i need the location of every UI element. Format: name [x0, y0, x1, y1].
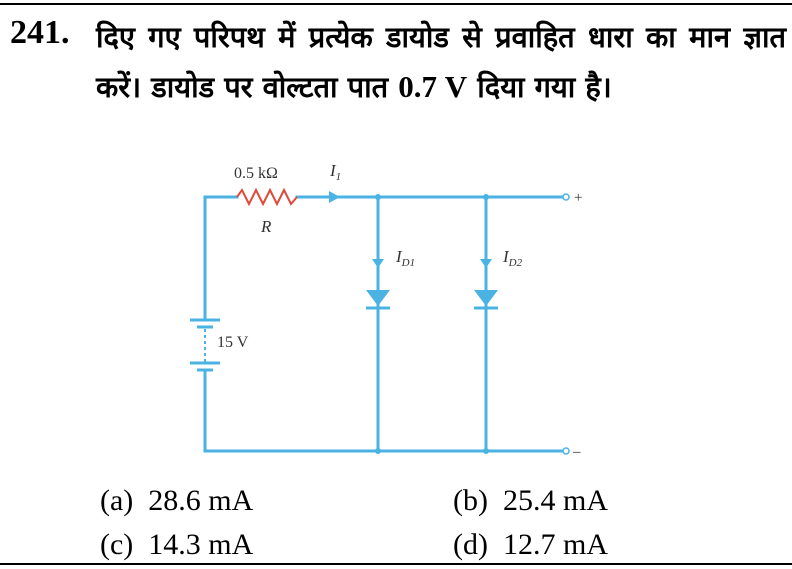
current-arrow-i1 — [329, 191, 340, 203]
resistor-label: R — [261, 217, 272, 236]
diode1-current-symbol: I — [396, 247, 402, 266]
option-b-value: 25.4 mA — [502, 484, 608, 517]
option-c[interactable] — [100, 528, 253, 562]
option-d-label: (d) — [453, 528, 488, 561]
diode1-current-subscript: D1 — [401, 257, 416, 269]
current-total-label — [329, 161, 341, 183]
terminal-plus: + — [574, 190, 583, 206]
battery-symbol — [190, 320, 220, 370]
diode2-symbol — [474, 290, 498, 308]
battery-label: 15 V — [217, 334, 249, 351]
junction-dots — [375, 194, 489, 454]
terminal-minus: – — [573, 444, 581, 460]
bottom-rule — [0, 563, 792, 565]
option-b[interactable] — [453, 484, 608, 518]
question-number: 241. — [10, 14, 70, 51]
option-a-value: 28.6 mA — [148, 484, 254, 517]
current-arrow-d1 — [372, 259, 384, 268]
option-d[interactable] — [453, 528, 608, 562]
voltage-drop-value: 0.7 V — [398, 69, 468, 104]
diode1-current-label — [395, 247, 415, 269]
diode2-current-symbol: I — [503, 247, 509, 266]
question-text-main: दिए गए परिपथ में प्रत्येक डायोड से प्रवाहित धारा का मान ज्ञात करें। डायोड पर वोल्टता पात — [96, 20, 786, 104]
diode2-current-subscript: D2 — [508, 257, 523, 269]
current-total-symbol: I — [330, 161, 336, 180]
diode1-symbol — [366, 290, 390, 308]
option-d-value: 12.7 mA — [502, 528, 608, 561]
option-c-label: (c) — [100, 528, 134, 561]
resistor-zigzag — [237, 190, 297, 204]
current-total-subscript: 1 — [335, 171, 342, 183]
diode2-current-label — [502, 247, 523, 269]
option-c-value: 14.3 mA — [148, 528, 254, 561]
question-text-tail: दिया गया है। — [477, 70, 612, 104]
option-b-label: (b) — [453, 484, 488, 517]
answer-options — [0, 484, 792, 564]
option-a[interactable] — [100, 484, 253, 518]
current-arrow-d2 — [480, 259, 492, 268]
option-a-label: (a) — [100, 484, 134, 517]
terminal-minus-node — [563, 448, 569, 454]
terminal-plus-node — [563, 194, 569, 200]
resistor-value: 0.5 kΩ — [234, 165, 278, 182]
